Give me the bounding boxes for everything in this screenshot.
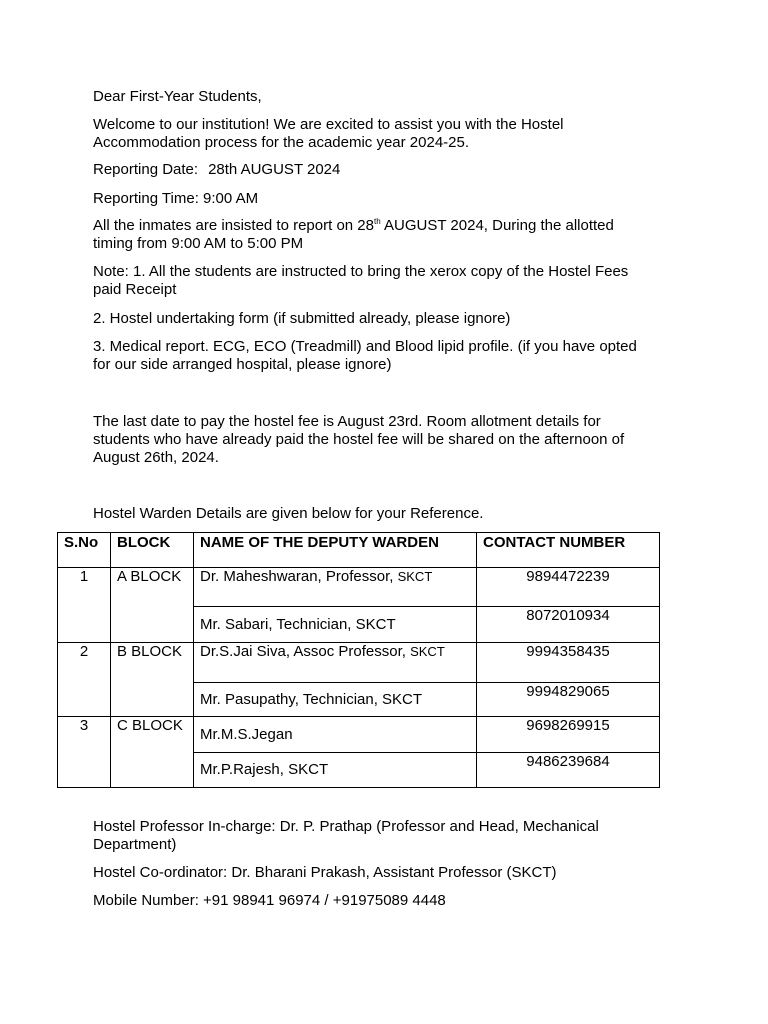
table-header-row — [58, 533, 660, 568]
inmates-suffix: AUGUST 2024, During the allotted timing from 9:00 AM to 5:00 PM — [93, 217, 614, 252]
warden-name: Dr.S.Jai Siva, Assoc Professor, — [200, 643, 411, 660]
inmates-prefix: All the inmates are insisted to report on 28 — [93, 217, 374, 234]
warden-name-cell: Mr.P.Rajesh, SKCT — [194, 753, 477, 788]
contact-cell: 9994358435 — [477, 643, 660, 683]
note-3: 3. Medical report. ECG, ECO (Treadmill) and Blood lipid profile. (if you have opted for our side arranged hospital, please ignore) — [93, 338, 637, 373]
reporting-date — [93, 161, 653, 179]
warden-name-cell — [194, 643, 477, 683]
note-1: Note: 1. All the students are instructed to bring the xerox copy of the Hostel Fees paid Receipt — [93, 263, 629, 298]
inmates-ordinal: th — [374, 217, 381, 226]
sno-cell: 2 — [58, 643, 111, 717]
contact-cell: 9486239684 — [477, 753, 660, 788]
sno-cell: 3 — [58, 717, 111, 788]
hostel-coordinator: Hostel Co-ordinator: Dr. Bharani Prakash, Assistant Professor (SKCT) — [93, 864, 557, 881]
table-row — [58, 568, 660, 607]
contact-cell: 8072010934 — [477, 607, 660, 643]
inmates-paragraph — [93, 217, 653, 253]
warden-org: SKCT — [397, 569, 433, 584]
salutation: Dear First-Year Students, — [93, 88, 262, 105]
warden-table — [57, 532, 660, 788]
warden-name-cell: Mr. Pasupathy, Technician, SKCT — [194, 683, 477, 717]
table-row — [58, 643, 660, 683]
block-cell: A BLOCK — [111, 568, 194, 643]
warden-intro: Hostel Warden Details are given below for your Reference. — [93, 505, 484, 522]
table-row — [58, 717, 660, 753]
warden-name-cell: Mr.M.S.Jegan — [194, 717, 477, 753]
warden-name-cell — [194, 568, 477, 607]
block-cell: B BLOCK — [111, 643, 194, 717]
warden-name-cell: Mr. Sabari, Technician, SKCT — [194, 607, 477, 643]
header-contact: CONTACT NUMBER — [477, 533, 660, 568]
contact-cell: 9994829065 — [477, 683, 660, 717]
note-2: 2. Hostel undertaking form (if submitted already, please ignore) — [93, 310, 511, 327]
reporting-time: Reporting Time: 9:00 AM — [93, 190, 259, 207]
reporting-date-label: Reporting Date: — [93, 161, 199, 178]
contact-cell: 9894472239 — [477, 568, 660, 607]
header-sno: S.No — [58, 533, 111, 568]
warden-name: Dr. Maheshwaran, Professor, — [200, 568, 398, 585]
header-block: BLOCK — [111, 533, 194, 568]
header-name: NAME OF THE DEPUTY WARDEN — [194, 533, 477, 568]
reporting-date-value: 28th AUGUST 2024 — [208, 161, 341, 178]
professor-incharge: Hostel Professor In-charge: Dr. P. Prathap (Professor and Head, Mechanical Department) — [93, 818, 599, 853]
fee-deadline-paragraph: The last date to pay the hostel fee is August 23rd. Room allotment details for students who have already paid the hostel fee will be shared on the afternoon of August 26th, 2024. — [93, 413, 625, 466]
welcome-paragraph: Welcome to our institution! We are excited to assist you with the Hostel Accommodation process for the academic year 2024-25. — [93, 116, 564, 151]
contact-cell: 9698269915 — [477, 717, 660, 753]
block-cell: C BLOCK — [111, 717, 194, 788]
sno-cell: 1 — [58, 568, 111, 643]
mobile-number: Mobile Number: +91 98941 96974 / +91975089 4448 — [93, 892, 446, 909]
warden-org: SKCT — [410, 644, 445, 659]
